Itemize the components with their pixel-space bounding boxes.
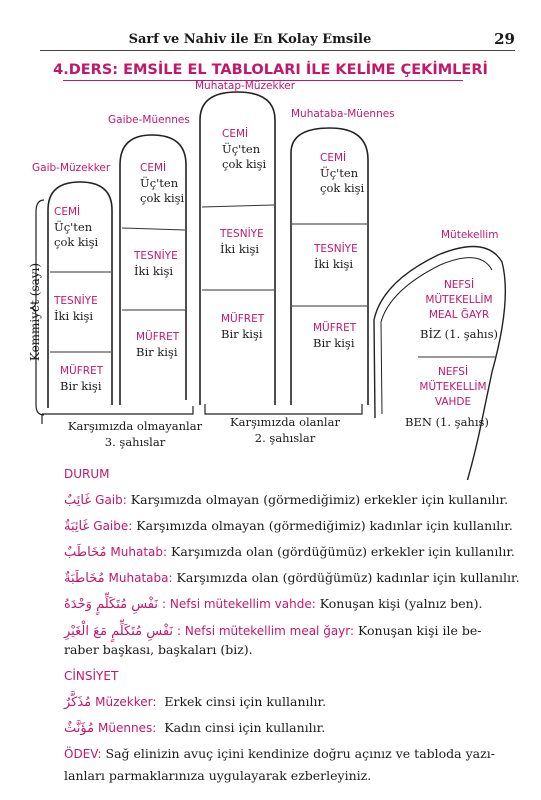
finger1-cemi: CEMİ Üç'ten çok kişi: [54, 206, 99, 249]
finger4-tesniye: TESNİYE İki kişi: [314, 243, 358, 271]
label-muhataba-muennes: Muhataba-Müennes: [291, 108, 395, 120]
running-title: Sarf ve Nahiv ile En Kolay Emsile: [128, 32, 372, 47]
finger1-tesniye: TESNİYE İki kişi: [54, 295, 98, 323]
section-title-durum: DURUM: [64, 467, 110, 481]
durum-nefsi-meal-gayr: نَفْسِ مُتَكَلِّمٍ مَعَ الْغَيْرِ : Nefsi mütekellim meal ğayr: Konuşan kişi ile be-: [64, 623, 482, 639]
finger3-tesniye: TESNİYE İki kişi: [220, 228, 264, 256]
label-mutekellim: Mütekellim: [441, 229, 499, 241]
durum-muhataba: مُخَاطَبَةٌ Muhataba: Karşımızda olan (gördüğümüz) kadınlar için kullanılır.: [64, 570, 520, 586]
caption-3-sahislar: Karşımızda olmayanlar 3. şahıslar: [67, 419, 203, 449]
section-title-cinsiyet: CİNSİYET: [64, 669, 119, 683]
thumb-nefsi-vahde: NEFSİ MÜTEKELLİM VAHDE: [419, 366, 487, 408]
finger2-mufret: MÜFRET Bir kişi: [136, 331, 180, 359]
cinsiyet-muennes: مُؤَنَّثٌ Müennes: Kadın cinsi için kullanılır.: [64, 720, 326, 736]
cinsiyet-muzekker: مُذَكَّرٌ Müzekker: Erkek cinsi için kullanılır.: [64, 694, 327, 710]
durum-nefsi-vahde: نَفْسِ مُتَكَلِّمٍ وَحْدَهُ : Nefsi mütekellim vahde: Konuşan kişi (yalnız ben).: [64, 596, 483, 612]
thumb-nefsi-meal: NEFSİ MÜTEKELLİM MEAL ĞAYR: [425, 279, 493, 321]
label-gaibe-muennes: Gaibe-Müennes: [108, 114, 190, 126]
finger4-cemi: CEMİ Üç'ten çok kişi: [320, 152, 365, 195]
thumb-ben: BEN (1. şahıs): [405, 415, 489, 429]
finger2-cemi: CEMİ Üç'ten çok kişi: [140, 162, 185, 205]
odev-paragraph: ÖDEV: Sağ elinizin avuç içini kendinize doğru açınız ve tabloda yazı- lanları parmaklarınıza uygulayarak ezberleyiniz.: [64, 746, 495, 783]
durum-muhatab: مُخَاطَبٌ Muhatab: Karşımızda olan (gördüğümüz) erkekler için kullanılır.: [64, 544, 515, 560]
caption-2-sahislar: Karşımızda olanlar 2. şahıslar: [230, 415, 340, 445]
lesson-title: 4.DERS: EMSİLE EL TABLOLARI İLE KELİME ÇEKİMLERİ: [53, 62, 488, 78]
label-gaib-muzekker: Gaib-Müzekker: [32, 162, 111, 174]
durum-gaibe: غَائِبَةٌ Gaibe: Karşımızda olmayan (görmediğimiz) kadınlar için kullanılır.: [64, 518, 513, 534]
finger2-tesniye: TESNİYE İki kişi: [134, 250, 178, 278]
finger3-mufret: MÜFRET Bir kişi: [221, 313, 265, 341]
finger3-cemi: CEMİ Üç'ten çok kişi: [222, 128, 267, 171]
label-muhatap-muzekker: Muhatap-Müzekker: [195, 80, 296, 92]
page-number: 29: [494, 30, 515, 48]
durum-nefsi-meal-gayr-cont: raber başkası, başkaları (biz).: [64, 642, 253, 657]
thumb-biz: BİZ (1. şahıs): [420, 327, 498, 341]
finger1-mufret: MÜFRET Bir kişi: [60, 365, 104, 393]
finger4-mufret: MÜFRET Bir kişi: [313, 322, 357, 350]
side-label-kemmiyet: Kemmiyet (sayı): [28, 262, 42, 362]
durum-gaib: غَائِبٌ Gaib: Karşımızda olmayan (görmediğimiz) erkekler için kullanılır.: [64, 492, 509, 508]
